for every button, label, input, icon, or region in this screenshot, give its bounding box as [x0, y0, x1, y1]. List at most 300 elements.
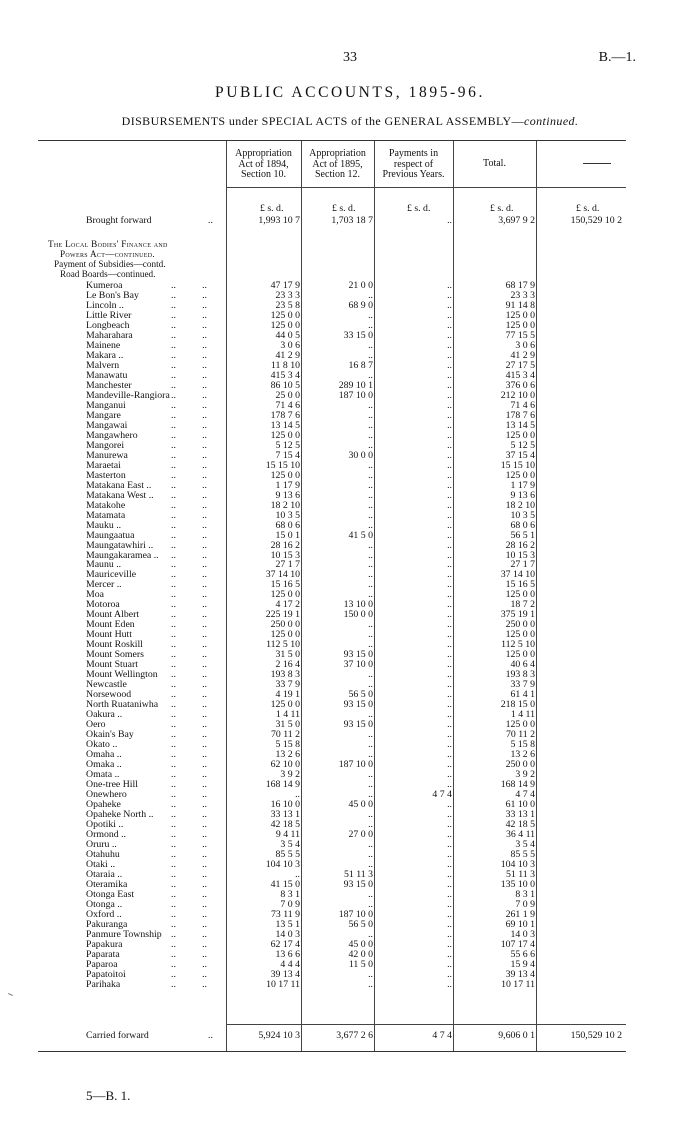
cell-total: 125 0 0	[505, 719, 535, 731]
road-board-name: Ormond ..	[86, 828, 127, 840]
table-row	[38, 850, 626, 860]
cell-approp-1895: ..	[368, 928, 373, 940]
road-board-name: Mount Stuart	[86, 659, 138, 671]
road-board-name: Otonga ..	[86, 898, 123, 910]
cell-previous-years: ..	[447, 309, 452, 321]
cell-total: 13 14 5	[505, 419, 535, 431]
row-label: Carried forward	[86, 1030, 149, 1041]
road-board-name: Lincoln ..	[86, 300, 124, 311]
table-row	[38, 840, 626, 850]
cell-approp-1894: 13 2 6	[275, 749, 300, 761]
cell-previous-years: ..	[447, 549, 452, 561]
leader-dots: .. ..	[171, 499, 207, 511]
cell-approp-1895: ..	[368, 838, 373, 850]
cell-approp-1894: 15 0 1	[275, 529, 300, 541]
leader-dots: .. ..	[171, 379, 207, 391]
cell-previous-years: ..	[447, 968, 452, 980]
cell-approp-1895: 33 15 0	[343, 329, 373, 341]
row-label: Brought forward	[86, 215, 152, 226]
cell-previous-years: ..	[447, 838, 452, 850]
cell-approp-1894: 178 7 6	[270, 409, 300, 421]
leader-dots: .. ..	[171, 629, 207, 641]
road-board-name: Otaraia ..	[86, 868, 123, 880]
leader-dots: .. ..	[171, 329, 207, 341]
cell-previous-years: ..	[447, 290, 452, 301]
unit-label: £ s. d.	[407, 203, 431, 214]
cell-approp-1894: 125 0 0	[270, 699, 300, 711]
unit-label: £ s. d.	[576, 203, 600, 214]
leader-dots: .. ..	[171, 709, 207, 721]
cell-approp-1895: ..	[368, 339, 373, 351]
cell-total: 68 17 9	[505, 280, 535, 291]
leader-dots: .. ..	[171, 549, 207, 561]
road-board-name: Onewhero	[86, 789, 127, 800]
cell-approp-1894: 73 11 9	[270, 908, 300, 920]
road-board-name: Opaheke North ..	[86, 808, 154, 820]
cell-previous-years: ..	[447, 280, 452, 291]
total-rule	[226, 1024, 626, 1025]
cell-total: 4 7 4	[515, 789, 535, 800]
leader-dots: .. ..	[171, 519, 207, 531]
cell-total: 13 2 6	[510, 749, 535, 761]
cell-approp-1895: ..	[368, 888, 373, 900]
cell-total: 15 15 10	[500, 459, 535, 471]
cell-approp-1895: ..	[368, 409, 373, 421]
table-row	[38, 830, 626, 840]
cell-previous-years: ..	[447, 918, 452, 930]
cell-previous-years: ..	[447, 848, 452, 860]
cell-previous-years: 4 7 4	[432, 1030, 452, 1041]
road-board-name: Mount Roskill	[86, 639, 143, 651]
cell-previous-years: ..	[447, 948, 452, 960]
cell-approp-1894: 23 5 8	[275, 300, 300, 311]
road-board-name: Manurewa	[86, 449, 128, 461]
leader-dots: .. ..	[171, 729, 207, 741]
cell-approp-1894: 31 5 0	[275, 719, 300, 731]
cell-approp-1894: 62 17 4	[270, 938, 300, 950]
cell-previous-years: ..	[447, 828, 452, 840]
leader-dots: .. ..	[171, 689, 207, 701]
cell-previous-years: ..	[447, 818, 452, 830]
cell-total: 37 14 10	[500, 569, 535, 581]
cell-approp-1895: ..	[368, 519, 373, 531]
table-row	[38, 820, 626, 830]
leader-dots: .. ..	[171, 649, 207, 661]
cell-total: 18 2 10	[505, 499, 535, 511]
road-board-name: Oxford ..	[86, 908, 122, 920]
cell-approp-1894: 14 0 3	[275, 928, 300, 940]
cell-approp-1894: 25 0 0	[275, 389, 300, 401]
cell-approp-1894: 10 15 3	[270, 549, 300, 561]
leader-dots: .. ..	[171, 679, 207, 691]
cell-approp-1895: ..	[368, 619, 373, 631]
cell-total: 5 12 5	[510, 439, 535, 451]
table-row	[38, 740, 626, 750]
cell-previous-years: ..	[447, 669, 452, 681]
section-heading-text: Powers Act—continued.	[60, 249, 155, 259]
leader-dots: .. ..	[171, 529, 207, 541]
cell-total: 27 1 7	[510, 559, 535, 571]
cell-approp-1894: 225 19 1	[265, 609, 300, 621]
cell-previous-years: ..	[447, 779, 452, 790]
leader-dots: .. ..	[171, 349, 207, 361]
leader-dots: .. ..	[171, 759, 207, 770]
cell-approp-1895: 93 15 0	[343, 719, 373, 731]
cell-previous-years: ..	[447, 808, 452, 820]
page-subtitle	[0, 114, 700, 129]
road-board-name: Matakana East ..	[86, 479, 152, 491]
leader-dots: .. ..	[171, 339, 207, 351]
margin-mark	[8, 993, 13, 996]
cell-total: 61 4 1	[510, 689, 535, 701]
leader-dots: .. ..	[171, 669, 207, 681]
road-board-name: Moa	[86, 589, 104, 601]
cell-approp-1894: 44 0 5	[275, 329, 300, 341]
road-board-name: Maraetai	[86, 459, 121, 471]
cell-approp-1894: 8 3 1	[280, 888, 300, 900]
leader-dots: .. ..	[171, 808, 207, 820]
header-line: respect of	[393, 158, 434, 170]
road-board-name: Makara ..	[86, 349, 124, 361]
cell-previous-years: ..	[447, 469, 452, 481]
cell-previous-years: ..	[447, 300, 452, 311]
cell-approp-1894: 3 0 6	[280, 339, 300, 351]
leader-dots: .. ..	[171, 459, 207, 471]
road-board-name: Maharahara	[86, 329, 133, 341]
cell-approp-1894: 104 10 3	[265, 858, 300, 870]
road-board-name: Manchester	[86, 379, 132, 391]
cell-approp-1894: 41 15 0	[270, 878, 300, 890]
section-heading	[60, 249, 155, 259]
cell-previous-years: ..	[447, 629, 452, 641]
leader-dots: .. ..	[171, 509, 207, 521]
cell-total: 261 1 9	[505, 908, 535, 920]
cell-approp-1895: ..	[368, 489, 373, 501]
cell-total: 125 0 0	[505, 649, 535, 661]
header-line: Act of 1894,	[238, 158, 289, 170]
cell-total: 3 9 2	[515, 769, 535, 780]
cell-approp-1895: ..	[368, 978, 373, 990]
road-board-name: Kumeroa	[86, 280, 123, 291]
leader-dots: .. ..	[171, 789, 207, 800]
cell-total: 1 4 11	[510, 709, 535, 721]
cell-total: 68 0 6	[510, 519, 535, 531]
road-board-name: Okain's Bay	[86, 729, 134, 741]
cell-approp-1894: 125 0 0	[270, 319, 300, 331]
leader-dots: .. ..	[171, 319, 207, 331]
leader-dots: .. ..	[171, 469, 207, 481]
cell-total: 3 0 6	[515, 339, 535, 351]
cell-approp-1895: ..	[368, 898, 373, 910]
cell-previous-years: ..	[447, 569, 452, 581]
unit-label: £ s. d.	[490, 203, 514, 214]
cell-total: 125 0 0	[505, 319, 535, 331]
road-board-name: Otahuhu	[86, 848, 120, 860]
table-row	[38, 351, 626, 361]
disbursements-table	[38, 140, 626, 1052]
leader-dots: .. ..	[171, 539, 207, 551]
leader-dots: .. ..	[171, 948, 207, 960]
road-board-name: Opotiki ..	[86, 818, 124, 830]
road-board-name: North Ruataniwha	[86, 699, 159, 711]
cell-total: 69 10 1	[505, 918, 535, 930]
table-row	[38, 341, 626, 351]
cell-approp-1894: 415 3 4	[270, 369, 300, 381]
cell-previous-years: ..	[447, 928, 452, 940]
cell-approp-1895: 13 10 0	[343, 599, 373, 611]
table-row	[38, 590, 626, 600]
cell-approp-1894: 70 11 2	[270, 729, 300, 741]
cell-total: 112 5 10	[501, 639, 535, 651]
cell-approp-1894: 1 17 9	[275, 479, 300, 491]
leader-dots: .. ..	[171, 799, 207, 810]
cell-approp-1894: 4 4 4	[280, 958, 300, 970]
cell-total: 27 17 5	[505, 359, 535, 371]
road-board-name: Mount Hutt	[86, 629, 132, 641]
cell-total: 9,606 0 1	[498, 1030, 535, 1041]
road-board-name: Norsewood	[86, 689, 132, 701]
cell-approp-1894: 18 2 10	[270, 499, 300, 511]
leader-dots: .. ..	[171, 409, 207, 421]
cell-approp-1894: 33 7 9	[275, 679, 300, 691]
cell-previous-years: ..	[447, 729, 452, 741]
cell-total: 77 15 5	[505, 329, 535, 341]
cell-approp-1895: ..	[368, 559, 373, 571]
cell-total: 125 0 0	[505, 429, 535, 441]
road-board-name: One-tree Hill	[86, 779, 138, 790]
cell-previous-years: ..	[447, 689, 452, 701]
cell-previous-years: ..	[447, 399, 452, 411]
cell-approp-1894: 85 5 5	[275, 848, 300, 860]
cell-total: 3,697 9 2	[498, 215, 535, 226]
road-board-name: Mangawai	[86, 419, 128, 431]
cell-approp-1895: ..	[368, 589, 373, 601]
cell-total: 3 5 4	[515, 838, 535, 850]
unit-label: £ s. d.	[260, 203, 284, 214]
cell-previous-years: ..	[447, 329, 452, 341]
subtitle-continued: continued.	[524, 114, 579, 128]
cell-approp-1895: ..	[368, 739, 373, 751]
road-board-name: Mauku ..	[86, 519, 122, 531]
cell-previous-years: ..	[447, 858, 452, 870]
cell-approp-1895: ..	[368, 808, 373, 820]
road-board-name: Le Bon's Bay	[86, 290, 139, 301]
road-board-name: Maunu ..	[86, 559, 122, 571]
cell-total: 71 4 6	[510, 399, 535, 411]
road-board-name: Oero	[86, 719, 106, 731]
cell-approp-1894: 10 17 11	[266, 978, 300, 990]
leader-dots: .. ..	[171, 449, 207, 461]
road-board-name: Paparoa	[86, 958, 118, 970]
table-row	[38, 491, 626, 501]
cell-approp-1895: 27 0 0	[348, 828, 373, 840]
cell-previous-years: ..	[447, 419, 452, 431]
table-row	[38, 291, 626, 301]
cell-approp-1895: 16 8 7	[348, 359, 373, 371]
cell-total: 135 10 0	[500, 878, 535, 890]
header-line: Appropriation	[235, 148, 292, 159]
cell-approp-1895: 150 0 0	[343, 609, 373, 621]
table-row	[38, 960, 626, 970]
cell-previous-years: ..	[447, 938, 452, 950]
cell-total: 42 18 5	[505, 818, 535, 830]
cell-approp-1894: 68 0 6	[275, 519, 300, 531]
cell-total: 9 13 6	[510, 489, 535, 501]
road-board-name: Mainene	[86, 339, 121, 351]
cell-total: 250 0 0	[505, 759, 535, 770]
table-row	[38, 790, 626, 800]
road-board-name: Otaki ..	[86, 858, 116, 870]
header-line: Appropriation	[309, 148, 366, 159]
cell-total: 18 7 2	[510, 599, 535, 611]
cell-previous-years: ..	[447, 619, 452, 631]
cell-previous-years: ..	[447, 479, 452, 491]
leader-dots: .. ..	[171, 659, 207, 671]
cell-approp-1895: 42 0 0	[348, 948, 373, 960]
cell-total: 168 14 9	[500, 779, 535, 790]
cell-approp-1894: 3 5 4	[280, 838, 300, 850]
cell-total: 415 3 4	[505, 369, 535, 381]
table-row	[38, 710, 626, 720]
cell-approp-1895: ..	[368, 709, 373, 721]
road-board-name: Mount Albert	[86, 609, 140, 621]
leader-dots: .. ..	[171, 928, 207, 940]
cell-approp-1895: ..	[368, 858, 373, 870]
cell-total: 8 3 1	[515, 888, 535, 900]
cell-approp-1894: 9 4 11	[275, 828, 300, 840]
cell-approp-1894: 27 1 7	[275, 559, 300, 571]
cell-approp-1895: ..	[368, 779, 373, 790]
leader-dots: .. ..	[171, 369, 207, 381]
leader-dots: .. ..	[171, 848, 207, 860]
cell-approp-1895: ..	[368, 749, 373, 761]
road-board-name: Otonga East	[86, 888, 135, 900]
cell-total: 51 11 3	[505, 868, 535, 880]
cell-previous-years: ..	[447, 709, 452, 721]
cell-approp-1894: 47 17 9	[270, 280, 300, 291]
header-line: Previous Years.	[382, 169, 445, 180]
cell-total: 70 11 2	[505, 729, 535, 741]
table-row	[38, 570, 626, 580]
cell-total: 36 4 11	[505, 828, 535, 840]
carried-forward-row	[38, 1031, 626, 1041]
cell-approp-1894: 9 13 6	[275, 489, 300, 501]
road-board-name: Mandeville-Rangiora	[86, 389, 170, 401]
leader-dots: .. ..	[171, 818, 207, 830]
table-row	[38, 511, 626, 521]
header-rule	[226, 187, 626, 188]
leader-dots: .. ..	[171, 968, 207, 980]
cell-total: 7 0 9	[515, 898, 535, 910]
table-row	[38, 501, 626, 511]
cell-approp-1894: ..	[295, 789, 300, 800]
table-row	[38, 750, 626, 760]
leader-dots: .. ..	[171, 719, 207, 731]
leader-dots: ..	[208, 215, 213, 226]
cell-previous-years: ..	[447, 769, 452, 780]
table-row	[38, 391, 626, 401]
cell-approp-1894: 13 14 5	[270, 419, 300, 431]
table-row	[38, 401, 626, 411]
cell-approp-1894: 125 0 0	[270, 589, 300, 601]
cell-total: 28 16 2	[505, 539, 535, 551]
cell-approp-1895: 289 10 1	[338, 379, 373, 391]
road-board-name: Newcastle	[86, 679, 127, 691]
cell-previous-years: ..	[447, 339, 452, 351]
cell-approp-1894: 15 15 10	[265, 459, 300, 471]
leader-dots: .. ..	[171, 739, 207, 751]
cell-approp-1894: 1,993 10 7	[258, 215, 300, 226]
cell-total: 10 15 3	[505, 549, 535, 561]
subsection-heading: Road Boards—continued.	[60, 269, 156, 279]
cell-approp-1894: 2 16 4	[275, 659, 300, 671]
cell-previous-years: ..	[447, 459, 452, 471]
road-board-name: Omata ..	[86, 769, 120, 780]
cell-previous-years: ..	[447, 799, 452, 810]
leader-dots: .. ..	[171, 958, 207, 970]
cell-total: 33 13 1	[505, 808, 535, 820]
cell-approp-1894: 41 2 9	[275, 349, 300, 361]
cell-total: 15 9 4	[510, 958, 535, 970]
cell-approp-1895: 93 15 0	[343, 699, 373, 711]
cell-approp-1895: ..	[368, 459, 373, 471]
leader-dots: .. ..	[171, 489, 207, 501]
leader-dots: .. ..	[171, 569, 207, 581]
cell-approp-1894: 37 14 10	[265, 569, 300, 581]
table-row	[38, 521, 626, 531]
cell-total: 39 13 4	[505, 968, 535, 980]
road-board-name: Manganui	[86, 399, 126, 411]
column-header-previous-years	[374, 149, 453, 181]
road-board-name: Pakuranga	[86, 918, 128, 930]
cell-total: 193 8 3	[505, 669, 535, 681]
leader-dots: .. ..	[171, 639, 207, 651]
road-board-name: Mercer ..	[86, 579, 122, 591]
table-row	[38, 930, 626, 940]
cell-approp-1895: ..	[368, 968, 373, 980]
table-row	[38, 531, 626, 541]
leader-dots: .. ..	[171, 359, 207, 371]
table-row	[38, 451, 626, 461]
table-row	[38, 900, 626, 910]
leader-dots: .. ..	[171, 309, 207, 321]
cell-approp-1895: ..	[368, 569, 373, 581]
cell-approp-1895: 56 5 0	[348, 689, 373, 701]
cell-approp-1895: 30 0 0	[348, 449, 373, 461]
cell-total: 91 14 8	[505, 300, 535, 311]
leader-dots: .. ..	[171, 479, 207, 491]
road-board-name: Mount Eden	[86, 619, 135, 631]
cell-approp-1894: 112 5 10	[266, 639, 300, 651]
cell-approp-1895: ..	[368, 679, 373, 691]
leader-dots: .. ..	[171, 389, 207, 401]
cell-approp-1895: ..	[368, 479, 373, 491]
cell-total: 15 16 5	[505, 579, 535, 591]
cell-total: 218 15 0	[500, 699, 535, 711]
leader-dots: .. ..	[171, 828, 207, 840]
leader-dots: .. ..	[171, 619, 207, 631]
cell-previous-years: ..	[447, 509, 452, 521]
cell-previous-years: ..	[447, 349, 452, 361]
cell-previous-years: ..	[447, 958, 452, 970]
cell-approp-1894: 4 17 2	[275, 599, 300, 611]
table-row	[38, 431, 626, 441]
road-board-name: Parihaka	[86, 978, 121, 990]
table-row	[38, 950, 626, 960]
cell-previous-years: ..	[447, 215, 452, 226]
column-header-total	[453, 159, 536, 170]
road-board-name: Okato ..	[86, 739, 118, 751]
